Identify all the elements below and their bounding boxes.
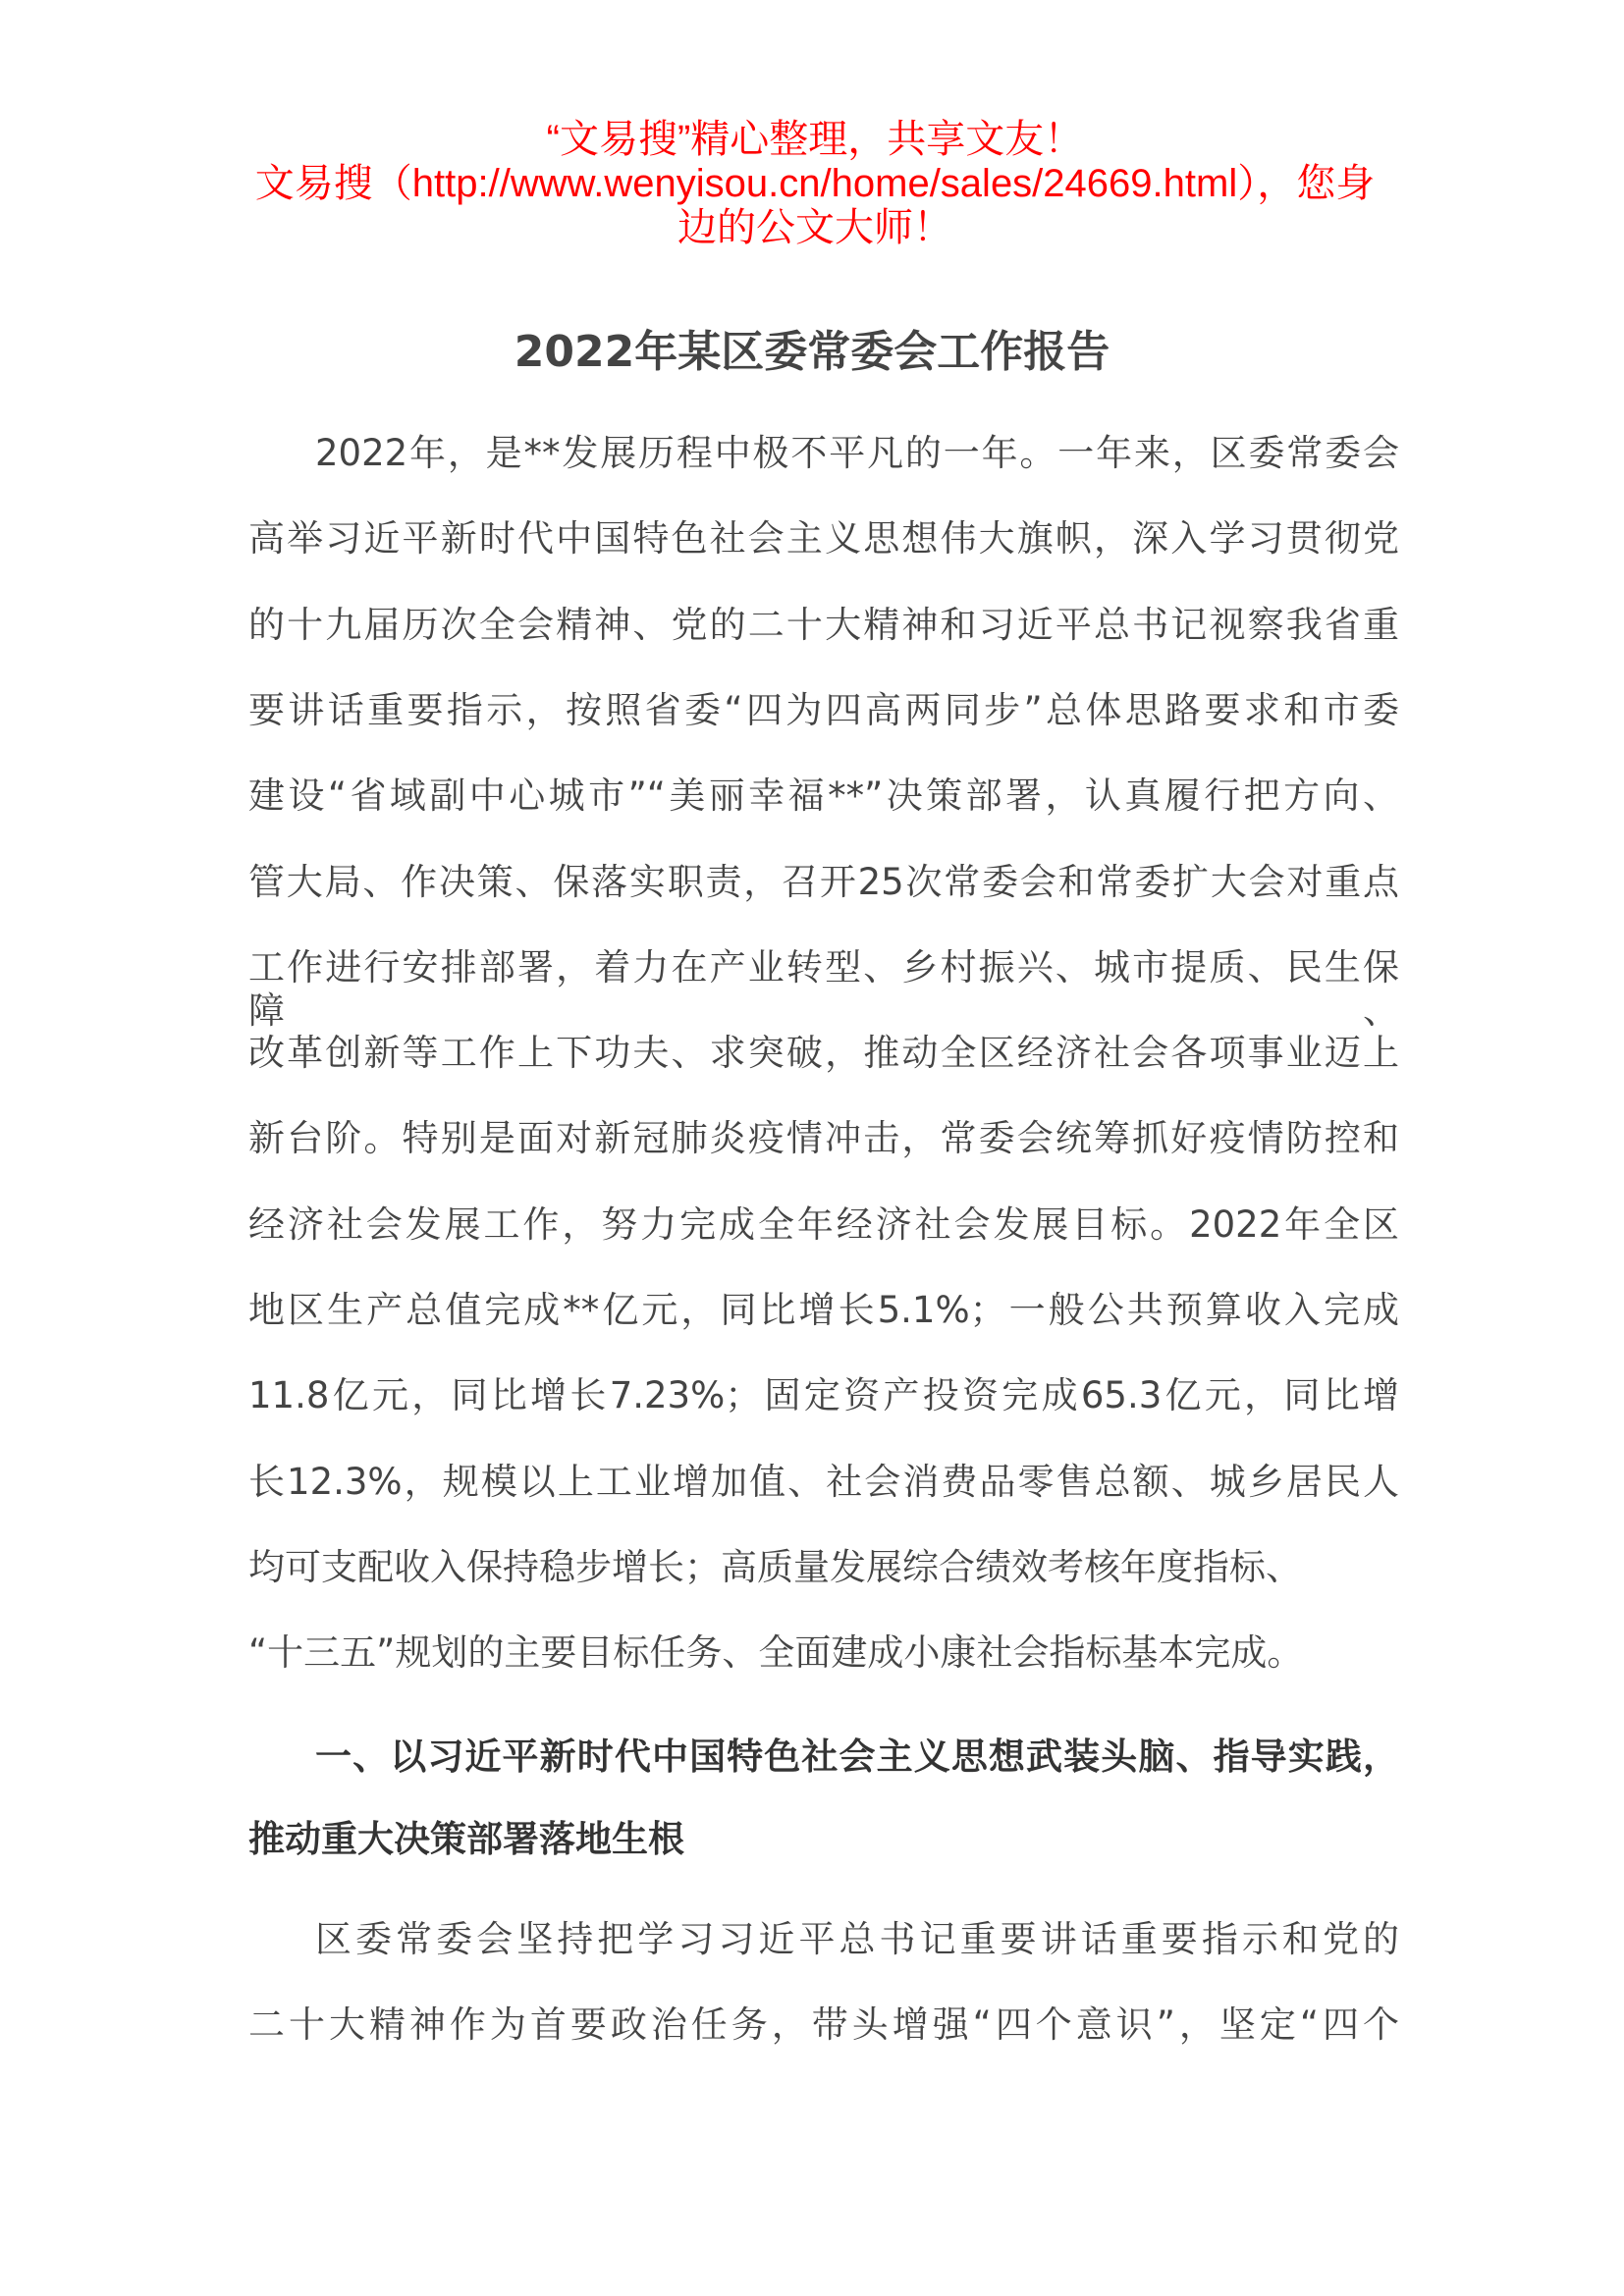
paragraph-1-line: 要讲话重要指示，按照省委“四为四高两同步”总体思路要求和市委 (248, 688, 1399, 731)
paragraph-1-line: 管大局、作决策、保落实职责，召开25次常委会和常委扩大会对重点 (248, 860, 1399, 903)
paragraph-1-line: 改革创新等工作上下功夫、求突破，推动全区经济社会各项事业迈上 (248, 1032, 1399, 1075)
paragraph-1-line: 经济社会发展工作，努力完成全年经济社会发展目标。2022年全区 (248, 1202, 1399, 1246)
paragraph-1-line: 的十九届历次全会精神、党的二十大精神和习近平总书记视察我省重 (248, 603, 1399, 646)
paragraph-2-line: 区委常委会坚持把学习习近平总书记重要讲话重要指示和党的 (315, 1918, 1399, 1960)
paragraph-1-line: 均可支配收入保持稳步增长；高质量发展综合绩效考核年度指标、 (248, 1545, 1302, 1588)
paragraph-1-line: “十三五”规划的主要目标任务、全面建成小康社会指标基本完成。 (248, 1631, 1304, 1675)
watermark-line-1: “文易搜”精心整理，共享文友！ (546, 118, 1084, 161)
paragraph-2-line: 二十大精神作为首要政治任务，带头增强“四个意识”，坚定“四个 (248, 2003, 1399, 2046)
paragraph-1-line: 高举习近平新时代中国特色社会主义思想伟大旗帜，深入学习贯彻党 (248, 517, 1399, 561)
document-title: 2022年某区委常委会工作报告 (514, 327, 1110, 377)
paragraph-1-line: 工作进行安排部署，着力在产业转型、乡村振兴、城市提质、民生保障、 (248, 945, 1399, 1032)
section-heading-line: 推动重大决策部署落地生根 (248, 1818, 684, 1860)
watermark-line-2: 文易搜（http://www.wenyisou.cn/home/sales/24669.html），您身 (254, 162, 1376, 205)
paragraph-1-line: 建设“省域副中心城市”“美丽幸福**”决策部署，认真履行把方向、 (248, 774, 1399, 818)
paragraph-1-line: 2022年，是**发展历程中极不平凡的一年。一年来，区委常委会 (315, 432, 1399, 474)
paragraph-1-line: 长12.3%，规模以上工业增加值、社会消费品零售总额、城乡居民人 (248, 1460, 1399, 1503)
paragraph-1-line: 地区生产总值完成**亿元，同比增长5.1%；一般公共预算收入完成 (248, 1289, 1399, 1331)
paragraph-1-line: 11.8亿元，同比增长7.23%；固定资产投资完成65.3亿元，同比增 (248, 1374, 1399, 1417)
watermark-line-3: 边的公文大师！ (677, 206, 952, 249)
paragraph-1-line: 新台阶。特别是面对新冠肺炎疫情冲击，常委会统筹抓好疫情防控和 (248, 1117, 1399, 1160)
section-heading-line: 一、以习近平新时代中国特色社会主义思想武装头脑、指导实践， (315, 1735, 1399, 1778)
